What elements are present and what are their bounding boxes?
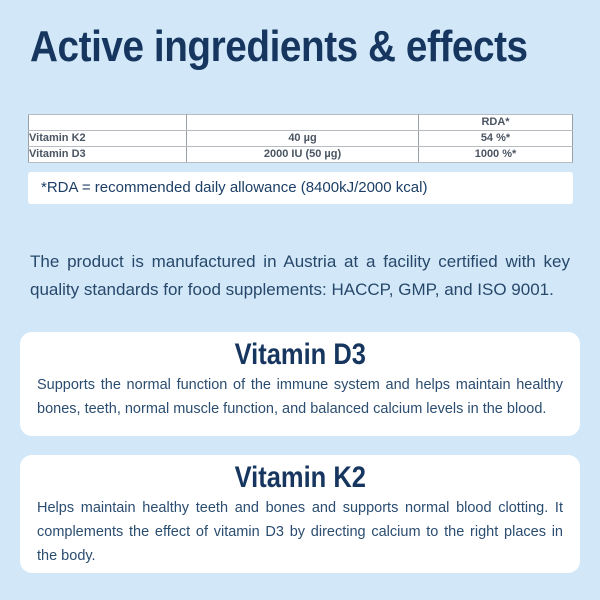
table-header-row (29, 115, 573, 131)
cell-ingredient-name: Vitamin D3 (29, 147, 187, 163)
page-title (30, 22, 590, 72)
manufacturing-note: The product is manufactured in Austria at a facility certified with key quality standards for food supplements: HACCP, GMP, and ISO 9001. (30, 252, 570, 299)
cell-amount: 40 µg (187, 131, 419, 147)
header-cell-amount (187, 115, 419, 131)
vitamin-k2-card (20, 455, 580, 573)
ingredients-table-container (28, 114, 573, 162)
cell-amount: 2000 IU (50 µg) (187, 147, 419, 163)
vitamin-d3-card-description: Supports the normal function of the immune system and helps maintain healthy bones, teeth, normal muscle function, and balanced calcium levels in the blood. (37, 377, 563, 417)
page-title-text: Active ingredients & effects (30, 22, 528, 71)
header-cell-rda: RDA* (419, 115, 573, 131)
cell-rda: 1000 %* (419, 147, 573, 163)
table-row (29, 147, 573, 163)
vitamin-d3-card-title-text: Vitamin D3 (234, 338, 366, 371)
vitamin-k2-card-title (20, 462, 580, 494)
vitamin-d3-card-title (20, 339, 580, 371)
vitamin-k2-card-description: Helps maintain healthy teeth and bones and supports normal blood clotting. It complements the effect of vitamin D3 by directing calcium to the right places in the body. (37, 500, 563, 564)
rda-note: *RDA = recommended daily allowance (8400kJ/2000 kcal) (28, 172, 573, 204)
table-row (29, 131, 573, 147)
cell-rda: 54 %* (419, 131, 573, 147)
cell-ingredient-name: Vitamin K2 (29, 131, 187, 147)
ingredients-table (28, 114, 573, 163)
header-cell-name (29, 115, 187, 131)
vitamin-d3-card (20, 332, 580, 436)
vitamin-k2-card-title-text: Vitamin K2 (234, 461, 366, 494)
